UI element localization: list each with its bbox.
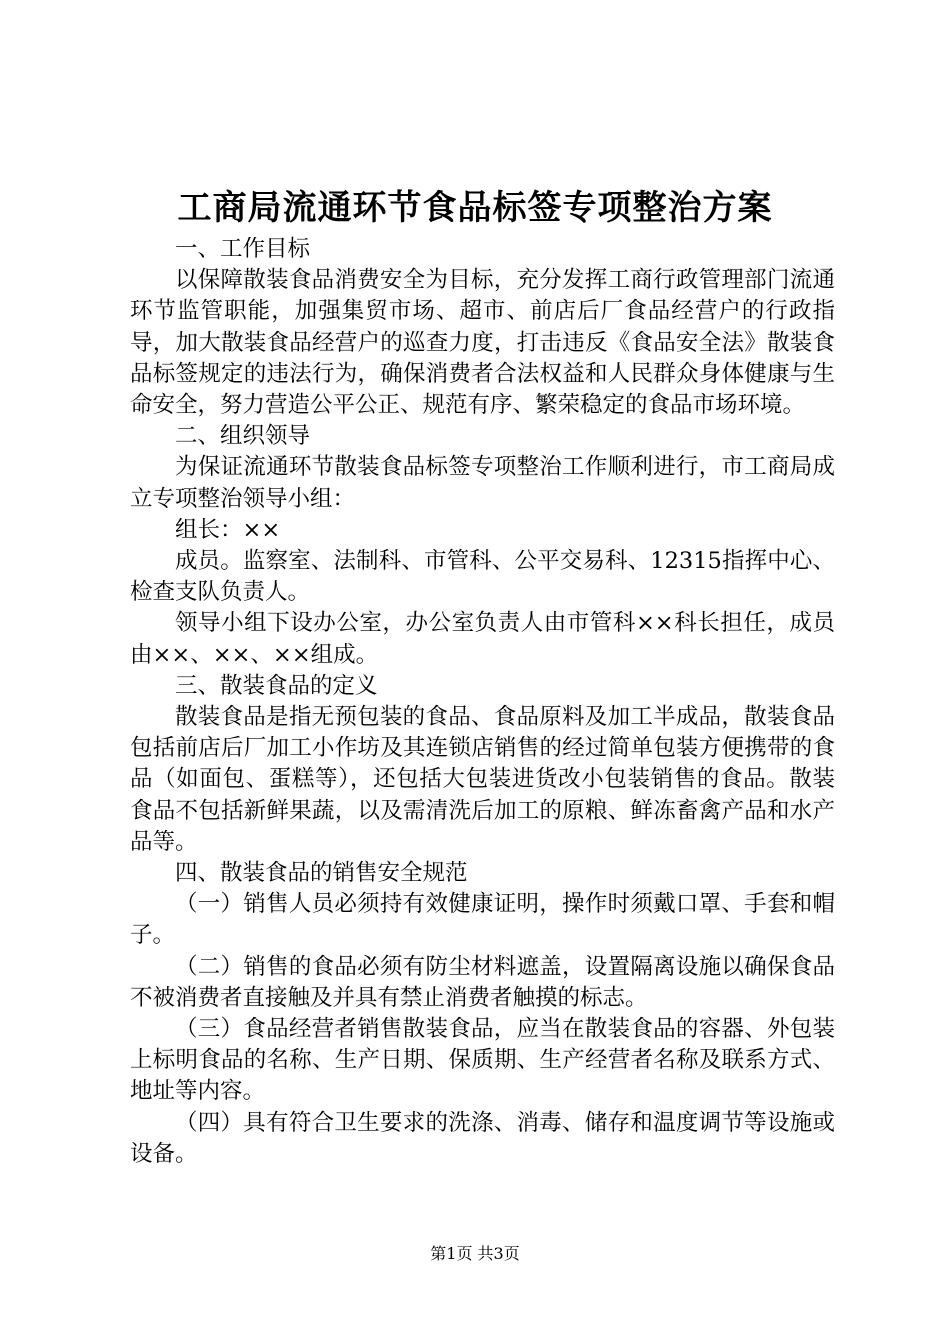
page-footer: 第1页 共3页 [430,1244,520,1263]
section-heading-organization: 二、组织领导 [175,423,311,450]
paragraph-team-members: 成员。监察室、法制科、市管科、公平交易科、12315指挥中心、检查支队负责人。 [130,548,835,606]
paragraph-goals: 以保障散装食品消费安全为目标，充分发挥工商行政管理部门流通环节监管职能，加强集贸市场、超市、前店后厂食品经营户的行政指导，加大散装食品经营户的巡查力度，打击违反《食品安全法》散装食品标签规定的违法行为，确保消费者合法权益和人民群众身体健康与生命安全，努力营造公平公正、规范有序、繁荣稳定的食品市场环境。 [130,267,835,419]
paragraph-organization: 为保证流通环节散装食品标签专项整治工作顺利进行，市工商局成立专项整治领导小组： [130,454,835,512]
paragraph-rule-3: （三）食品经营者销售散装食品，应当在散装食品的容器、外包装上标明食品的名称、生产日期、保质期、生产经营者名称及联系方式、地址等内容。 [130,1016,835,1105]
paragraph-office: 领导小组下设办公室，办公室负责人由市管科××科长担任，成员由××、××、××组成。 [130,610,835,668]
section-heading-goals: 一、工作目标 [175,236,311,262]
document-body [130,234,835,1170]
paragraph-definition: 散装食品是指无预包装的食品、食品原料及加工半成品，散装食品包括前店后厂加工小作坊及其连锁店销售的经过简单包装方便携带的食品（如面包、蛋糕等），还包括大包装进货改小包装销售的食品。散装食品不包括新鲜果蔬，以及需清洗后加工的原粮、鲜冻畜禽产品和水产品等。 [130,704,835,855]
paragraph-rule-4: （四）具有符合卫生要求的洗涤、消毒、储存和温度调节等设施或设备。 [130,1109,835,1167]
section-heading-sales-rules: 四、散装食品的销售安全规范 [175,860,468,887]
paragraph-rule-2: （二）销售的食品必须有防尘材料遮盖，设置隔离设施以确保食品不被消费者直接触及并具有禁止消费者触摸的标志。 [130,953,835,1011]
document-title: 工商局流通环节食品标签专项整治方案 [177,188,773,228]
section-heading-definition: 三、散装食品的定义 [175,672,378,699]
paragraph-rule-1: （一）销售人员必须持有效健康证明，操作时须戴口罩、手套和帽子。 [130,891,835,949]
paragraph-team-leader: 组长：×× [175,516,281,543]
